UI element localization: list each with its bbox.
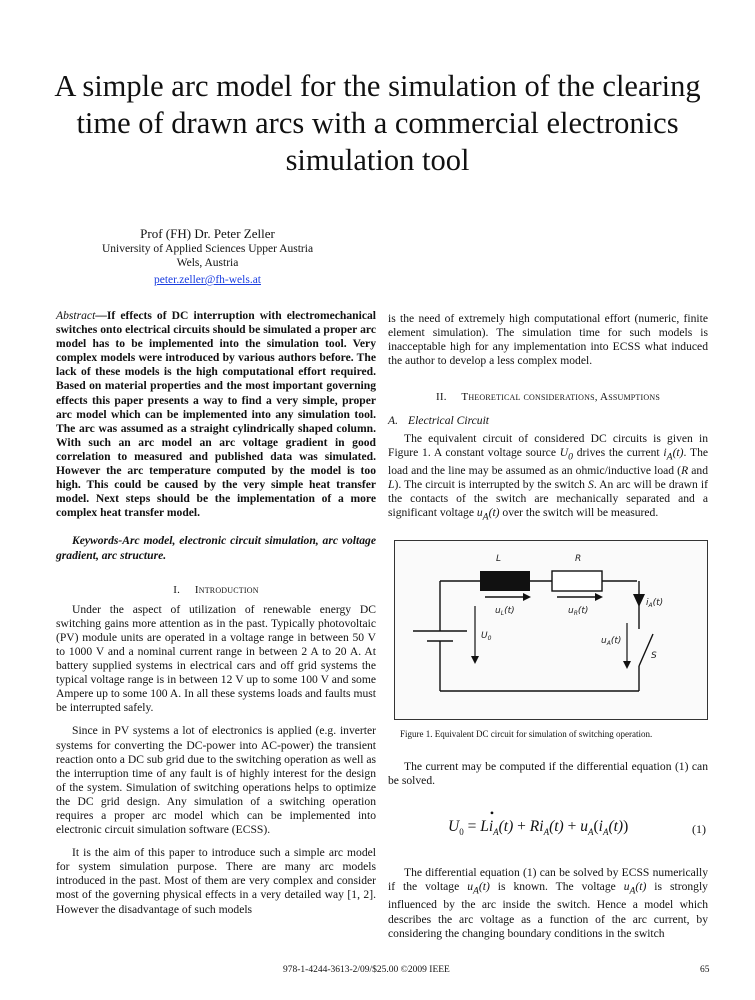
section-heading-theory — [388, 390, 708, 404]
circuit-paragraph-1 — [388, 432, 708, 525]
text-span: . The load and the line may be assumed as an ohmic/inductive load ( — [388, 445, 709, 478]
text-span: drives the current — [572, 445, 664, 459]
var-uA: $u_A(t)$ — [623, 880, 647, 897]
var-iA: $i_A(t)$ — [663, 445, 684, 462]
circuit-paragraph-2: The current may be computed if the differential equation (1) can be solved. — [388, 759, 708, 787]
label-uL: $u_L(t)$ — [495, 605, 515, 617]
abstract-dash: — — [95, 309, 107, 322]
label-iA: $i_A(t)$ — [646, 597, 664, 609]
left-column — [56, 309, 376, 917]
text-span: ). The circuit is interrupted by the switch — [394, 478, 589, 492]
abstract-label: Abstract — [56, 309, 96, 322]
equation-number: (1) — [692, 821, 706, 836]
section-heading-introduction — [56, 583, 376, 597]
text-span: . An arc will be drawn if the contacts of the switch are mechanically separated and a significant voltage — [388, 478, 708, 520]
footer-copyright: 978-1-4244-3613-2/09/$25.00 ©2009 IEEE — [283, 965, 450, 975]
text-span: is known. The voltage — [489, 880, 624, 894]
label-U0: $U_0$ — [481, 630, 492, 642]
circuit-paragraph-3 — [388, 866, 708, 941]
section-title: Theoretical considerations, Assumptions — [461, 391, 660, 404]
intro-paragraph-1: Under the aspect of utilization of renewable energy DC switching gains more attention as in the past. Typically photovoltaic (PV) module units are operated in a voltage range in between 50 V to 1000 V and a nominal current range in between 2 A to 20 A. At battery supplied systems in electrical cars and off grid systems the typical voltage range is in between 12 V up to some 100 V and some Ampere up to some 100 A. In all these systems loads and faults must be interrupted safely. — [56, 602, 376, 715]
label-R: R — [575, 553, 582, 564]
author-name: Prof (FH) Dr. Peter Zeller — [140, 226, 275, 241]
var-R: R — [681, 464, 689, 478]
equation-body: $U_0 = L$ • $i_A(t) + Ri_A(t) + u_A(i_A(t))$ — [448, 805, 629, 838]
equation-1 — [388, 805, 708, 842]
subsection-title: Electrical Circuit — [408, 414, 490, 428]
right-column — [388, 312, 708, 941]
circuit-diagram — [395, 541, 707, 719]
keywords: Keywords-Arc model, electronic circuit simulation, arc voltage gradient, arc structure. — [56, 534, 376, 562]
paper-title: A simple arc model for the simulation of the clearing time of drawn arcs with a commercial electronics simulation tool — [54, 69, 701, 177]
intro-paragraph-2: Since in PV systems a lot of electronics is applied (e.g. inverter systems for converting the DC-power into AC-power) the transient reaction onto a DC sub grid due to the switching operation as well as the interruption time of any fault is of highly interest for the design of the system. Simulation of switching operations helps to optimize the DC grid design. Any simulation of a switching operation requires a proper arc model which can be implemented into electronic circuit simulation software (ECSS). — [56, 724, 376, 837]
current-arrow-icon — [633, 594, 645, 607]
label-L: L — [496, 553, 502, 564]
var-S: S — [588, 478, 594, 492]
page-number: 65 — [700, 965, 710, 975]
author-affiliation: University of Applied Sciences Upper Austria — [101, 243, 314, 255]
section-number: I. — [173, 583, 181, 596]
text-span: over the switch will be measured. — [499, 506, 659, 520]
text-span: and — [688, 464, 709, 478]
text-span: The differential equation (1) can be solved by ECSS numerically if the voltage — [388, 865, 708, 894]
var-uA: $u_A(t)$ — [467, 880, 490, 897]
var-L: L — [388, 478, 395, 492]
label-S: S — [651, 650, 657, 661]
figure-1-circuit-diagram — [394, 540, 708, 720]
text-span: is strongly influenced by the arc inside the switch. Hence a model which describes the arc voltage as a function of the arc current, by considering the changing boundary conditions in the switch — [388, 880, 708, 940]
section-title: Introduction — [194, 583, 259, 596]
label-uR: $u_R(t)$ — [568, 605, 589, 617]
intro-paragraph-3-continued: is the need of extremely high computational effort (numeric, finite element simulation). The simulation time for such models is inacceptable high for any implementation into ECSS what induced the author to develop a less complex model. — [388, 312, 708, 368]
abstract — [56, 309, 376, 520]
label-uA: $u_A(t)$ — [601, 635, 622, 647]
author-location: Wels, Austria — [176, 257, 239, 269]
var-uA: $u_A(t)$ — [476, 506, 500, 523]
author-email-link[interactable]: peter.zeller@fh-wels.at — [153, 274, 261, 286]
figure-1-caption: Figure 1. Equivalent DC circuit for simulation of switching operation. — [400, 728, 653, 739]
subsection-number: A. — [388, 414, 398, 428]
section-number: II. — [435, 391, 447, 404]
text-span: The equivalent circuit of considered DC circuits is given in Figure 1. A constant voltage source — [388, 431, 708, 459]
subsection-heading-electrical-circuit — [388, 414, 708, 428]
author-block — [60, 226, 355, 288]
intro-paragraph-3: It is the aim of this paper to introduce such a simple arc model for system simulation purpose. There are many arc models introduced in the past. Most of them are very complex and consider most of the governing physical effects in a very detailed way [1, 2]. However the disadvantage of such models — [56, 846, 376, 916]
inductor-symbol — [480, 571, 530, 591]
abstract-text: If effects of DC interruption with electromechanical switches onto electrical circuits should be simulated a proper arc model has to be implemented into the simulation tool. Very complex models were introduced by various authors before. The lack of these models is the high computational effort required. Based on material properties and the most important governing effects this paper presents a way to find a very simple, proper arc model which can be implemented into any simulation tool. The arc was assumed as a straight cylindrically shaped column. With such an arc model an arc voltage gradient in good correlation to measured and published data was simulated. However the arc temperature computed by the model is too high. This could be caused by the very simple heat transfer model. Next steps should be the implementation of a more complex heat transfer model. — [56, 309, 376, 520]
var-U0: $U_0$ — [559, 445, 573, 462]
